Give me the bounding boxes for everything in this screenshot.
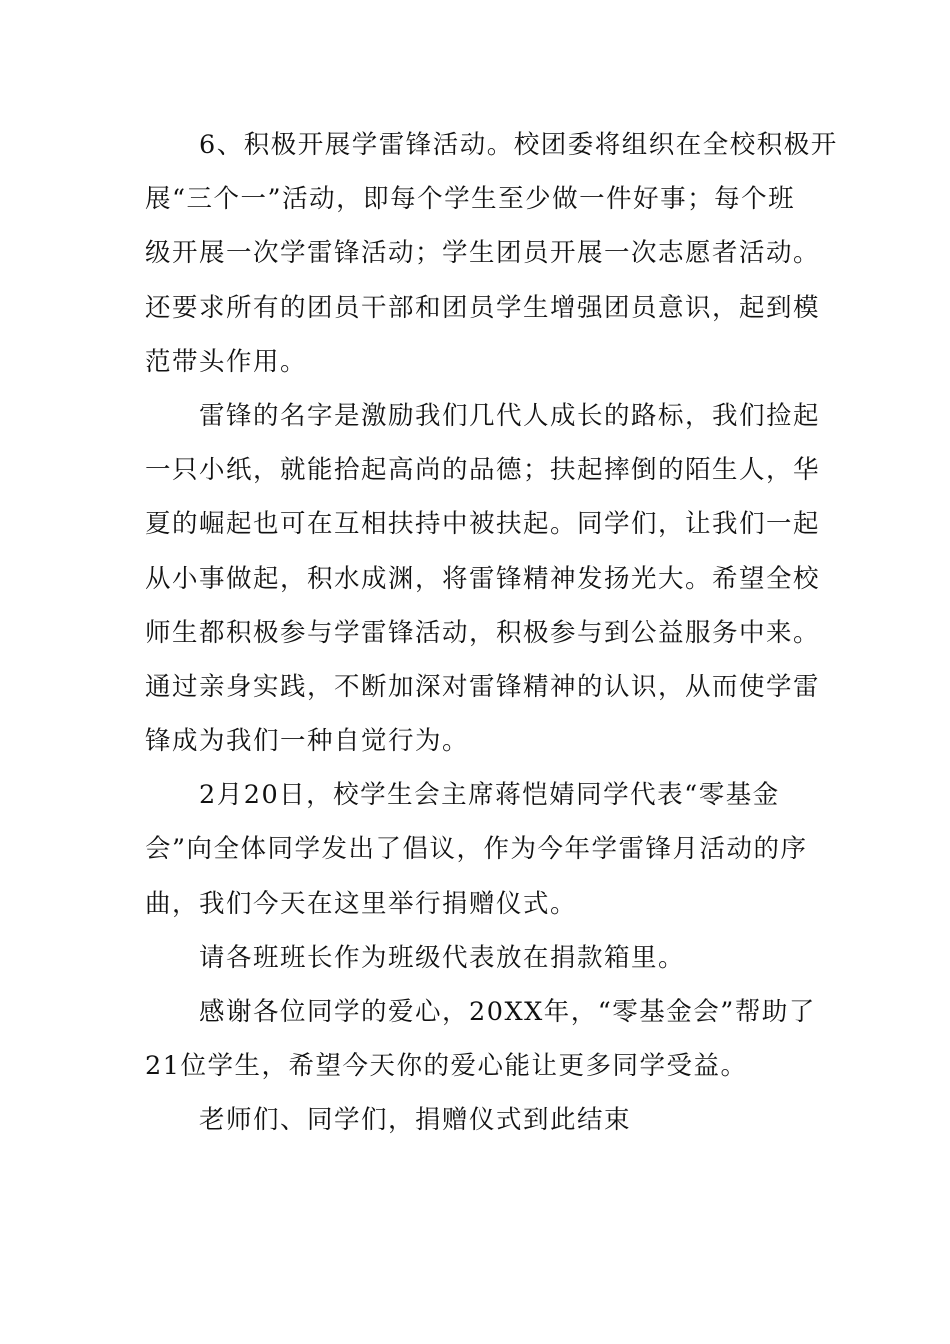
text-line: 21位学生，希望今天你的爱心能让更多同学受益。 xyxy=(145,1051,748,1082)
text-line: 师生都积极参与学雷锋活动，积极参与到公益服务中来。 xyxy=(145,617,821,648)
text-line: 老师们、同学们，捐赠仪式到此结束 xyxy=(199,1105,632,1136)
paragraph-leifeng-spirit xyxy=(145,389,821,768)
text-line: 2月20日，校学生会主席蒋恺婧同学代表“零基金 xyxy=(199,780,780,811)
text-line: 从小事做起，积水成渊，将雷锋精神发扬光大。希望全校 xyxy=(145,563,821,594)
paragraph-activity-6 xyxy=(145,118,838,389)
text-line: 曲，我们今天在这里举行捐赠仪式。 xyxy=(145,888,578,919)
text-line: 夏的崛起也可在互相扶持中被扶起。同学们，让我们一起 xyxy=(145,509,821,540)
text-line: 请各班班长作为班级代表放在捐款箱里。 xyxy=(199,942,686,973)
text-line: 6、积极开展学雷锋活动。校团委将组织在全校积极开 xyxy=(199,130,838,160)
text-line: 通过亲身实践，不断加深对雷锋精神的认识，从而使学雷 xyxy=(145,671,821,702)
paragraph-closing xyxy=(145,1093,807,1147)
paragraph-feb-20-proposal xyxy=(145,768,807,931)
text-line: 感谢各位同学的爱心，20XX年，“零基金会”帮助了 xyxy=(199,997,816,1027)
text-line: 级开展一次学雷锋活动；学生团员开展一次志愿者活动。 xyxy=(145,238,821,269)
text-line: 范带头作用。 xyxy=(145,346,308,377)
text-line: 雷锋的名字是激励我们几代人成长的路标，我们捡起 xyxy=(199,400,821,431)
paragraph-thanks xyxy=(145,985,816,1093)
text-line: 锋成为我们一种自觉行为。 xyxy=(145,726,470,757)
text-line: 会”向全体同学发出了倡议，作为今年学雷锋月活动的序 xyxy=(145,834,808,865)
text-line: 展“三个一”活动，即每个学生至少做一件好事；每个班 xyxy=(145,184,796,215)
text-line: 还要求所有的团员干部和团员学生增强团员意识，起到模 xyxy=(145,292,821,323)
paragraph-class-monitors xyxy=(145,931,807,985)
document-page xyxy=(145,118,838,1148)
text-line: 一只小纸，就能拾起高尚的品德；扶起摔倒的陌生人，华 xyxy=(145,455,821,486)
